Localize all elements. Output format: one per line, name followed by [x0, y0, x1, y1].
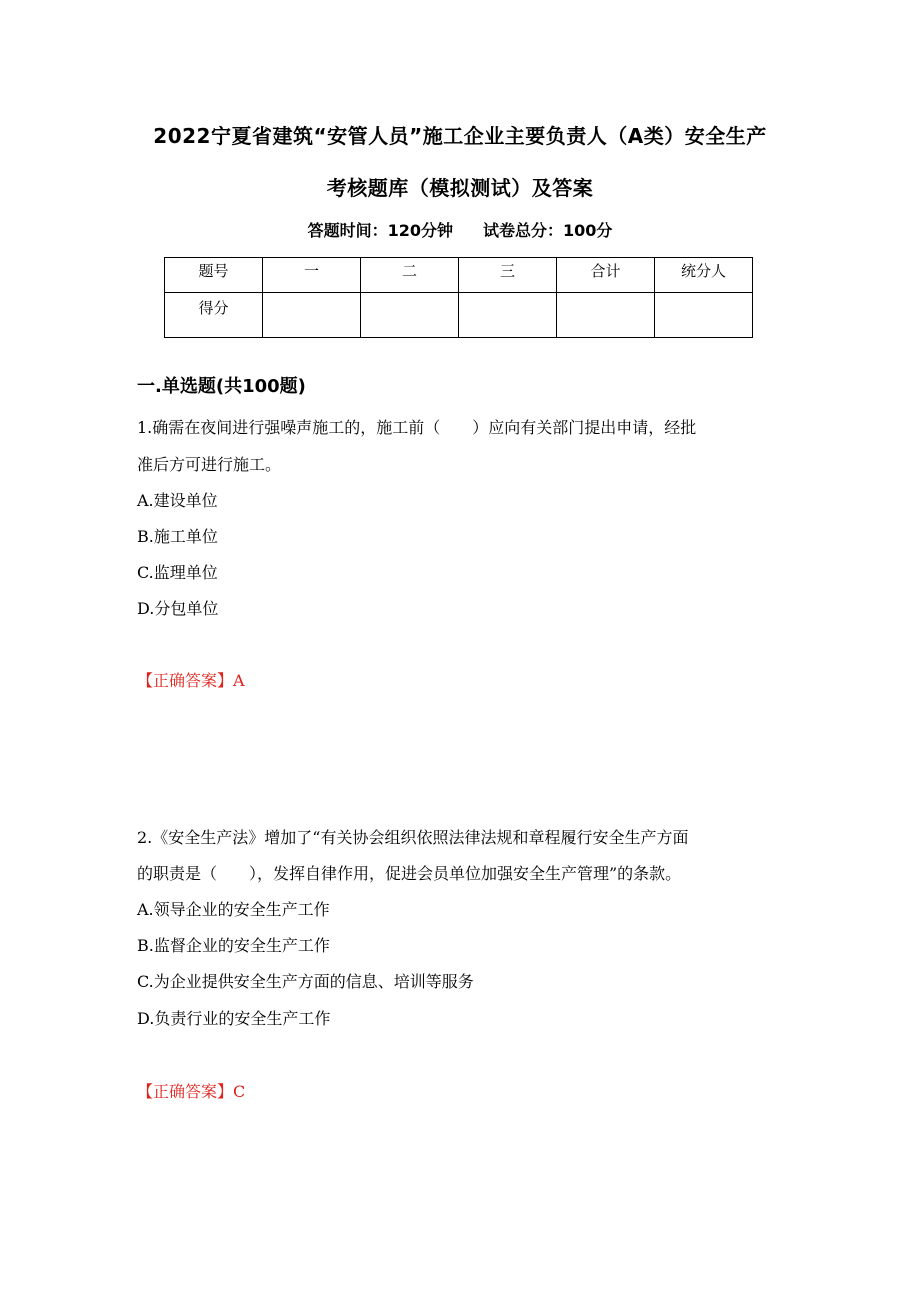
score-row-label: 得分: [165, 293, 263, 338]
score-header-cell: 一: [263, 258, 361, 293]
score-cell: [655, 293, 753, 338]
score-cell: [557, 293, 655, 338]
question-1-stem-line2: 准后方可进行施工。: [137, 455, 282, 474]
score-header-cell: 二: [361, 258, 459, 293]
question-1-option-d: D.分包单位: [137, 599, 219, 618]
question-1-option-c: C.监理单位: [137, 563, 218, 582]
question-2-answer: [137, 1079, 245, 1102]
question-1-answer: [137, 668, 245, 691]
question-2-option-b: B.监督企业的安全生产工作: [137, 936, 330, 955]
exam-meta: [0, 218, 920, 241]
exam-total-score: 试卷总分：100分: [483, 221, 613, 240]
question-1-option-b: B.施工单位: [137, 527, 218, 546]
exam-time: 答题时间：120分钟: [307, 221, 453, 240]
question-1-stem-line1: 1.确需在夜间进行强噪声施工的，施工前（ ）应向有关部门提出申请，经批: [137, 418, 697, 437]
score-header-cell: 统分人: [655, 258, 753, 293]
document-title-line2: 考核题库（模拟测试）及答案: [326, 176, 594, 200]
section-title: 一.单选题(共100题): [137, 376, 306, 397]
answer-value: C: [233, 1082, 246, 1101]
question-2-stem-line2: 的职责是（ ），发挥自律作用，促进会员单位加强安全生产管理”的条款。: [137, 864, 682, 883]
question-2-option-a: A.领导企业的安全生产工作: [137, 900, 330, 919]
question-2-stem-line1: 2.《安全生产法》增加了“有关协会组织依照法律法规和章程履行安全生产方面: [137, 828, 689, 847]
answer-label: 【正确答案】: [137, 1082, 234, 1101]
answer-label: 【正确答案】: [137, 671, 234, 690]
score-table: [164, 257, 753, 338]
question-2-option-c: C.为企业提供安全生产方面的信息、培训等服务: [137, 972, 474, 991]
question-2-option-d: D.负责行业的安全生产工作: [137, 1009, 331, 1028]
document-title-line1: 2022宁夏省建筑“安管人员”施工企业主要负责人（A类）安全生产: [153, 124, 767, 148]
score-header-cell: 合计: [557, 258, 655, 293]
score-header-cell: 三: [459, 258, 557, 293]
score-cell: [263, 293, 361, 338]
score-cell: [361, 293, 459, 338]
score-table-header-row: [165, 258, 753, 293]
question-1-option-a: A.建设单位: [137, 491, 218, 510]
score-header-cell: 题号: [165, 258, 263, 293]
score-table-score-row: [165, 293, 753, 338]
score-cell: [459, 293, 557, 338]
answer-value: A: [233, 671, 245, 690]
